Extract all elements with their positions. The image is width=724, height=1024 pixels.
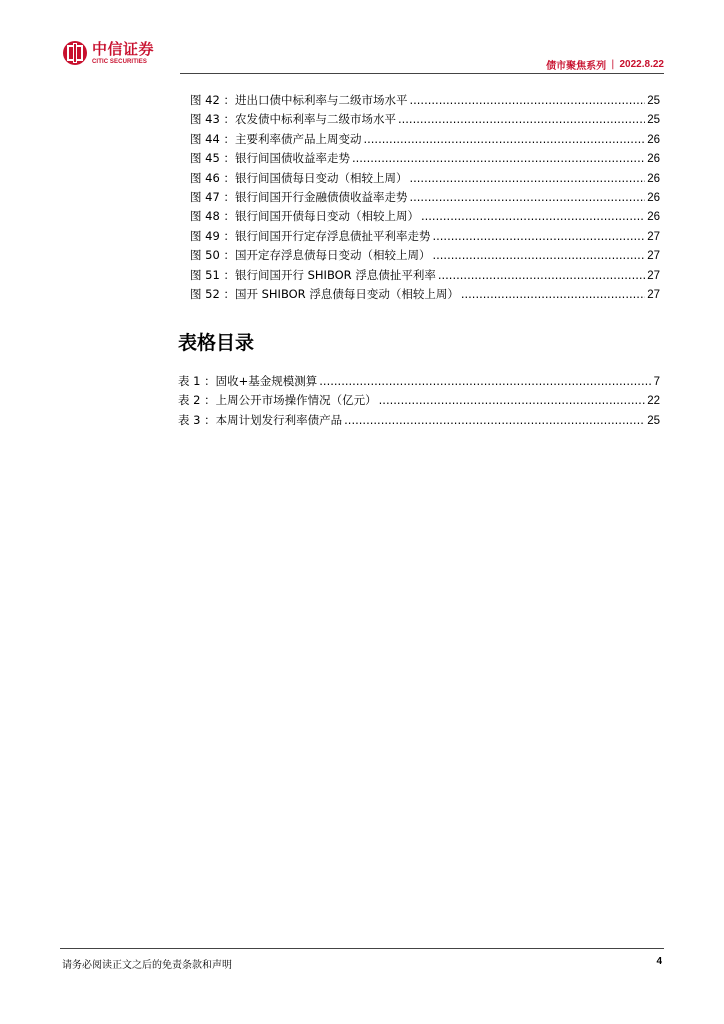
table-entry-page: 7 bbox=[653, 376, 660, 388]
figure-entry-label: 图 50 ：国开定存浮息债每日变动（相较上周） bbox=[190, 248, 431, 263]
leader-dots bbox=[398, 112, 645, 126]
figure-entry-page: 27 bbox=[647, 269, 660, 282]
leader-dots bbox=[409, 171, 645, 185]
figure-entry-page: 26 bbox=[647, 133, 660, 146]
footer-divider bbox=[60, 948, 664, 949]
figure-entry-page: 26 bbox=[647, 172, 660, 185]
leader-dots bbox=[432, 248, 645, 262]
figure-entry-label: 图 49 ：银行间国开行定存浮息债扯平利率走势 bbox=[190, 228, 431, 243]
figure-entry-page: 26 bbox=[647, 191, 660, 204]
table-entry-page: 25 bbox=[647, 414, 660, 427]
figure-entry[interactable] bbox=[190, 131, 660, 150]
citic-logo-icon bbox=[62, 40, 88, 66]
figure-entry-page: 27 bbox=[647, 230, 660, 243]
leader-dots bbox=[363, 132, 645, 146]
figure-entry[interactable] bbox=[190, 111, 660, 130]
figure-entry-page: 26 bbox=[647, 211, 660, 224]
figure-entry-page: 25 bbox=[647, 114, 660, 127]
leader-dots bbox=[461, 287, 645, 301]
leader-dots bbox=[379, 393, 646, 407]
figure-entry[interactable] bbox=[190, 92, 660, 111]
leader-dots bbox=[409, 190, 645, 204]
figure-entry-label: 图 51 ：银行间国开行 SHIBOR 浮息债扯平利率 bbox=[190, 267, 436, 282]
figure-entry-page: 27 bbox=[647, 250, 660, 263]
figure-entry[interactable] bbox=[190, 189, 660, 208]
header-separator: | bbox=[611, 59, 615, 70]
figure-entry-label: 图 42 ：进出口债中标利率与二级市场水平 bbox=[190, 93, 408, 107]
tables-section-title: 表格目录 bbox=[178, 332, 255, 354]
leader-dots bbox=[409, 93, 645, 107]
figure-entry[interactable] bbox=[190, 286, 660, 305]
leader-dots bbox=[421, 209, 645, 223]
figure-entry-label: 图 43 ：农发债中标利率与二级市场水平 bbox=[190, 112, 396, 127]
figure-entry[interactable] bbox=[190, 208, 660, 227]
figure-entry-page: 25 bbox=[647, 95, 660, 107]
figure-list bbox=[190, 92, 660, 305]
figure-entry-label: 图 47 ：银行间国开行金融债债收益率走势 bbox=[190, 189, 408, 204]
figure-entry[interactable] bbox=[190, 247, 660, 266]
logo-chinese-name: 中信证券 bbox=[92, 39, 155, 58]
figure-entry-label: 图 44 ：主要利率债产品上周变动 bbox=[190, 131, 362, 146]
table-entry[interactable] bbox=[178, 373, 660, 392]
company-logo bbox=[62, 40, 154, 66]
leader-dots bbox=[352, 151, 645, 165]
figure-entry-label: 图 45 ：银行间国债收益率走势 bbox=[190, 151, 350, 166]
table-entry-page: 22 bbox=[647, 395, 660, 408]
header-info bbox=[546, 57, 664, 72]
table-entry[interactable] bbox=[178, 392, 660, 411]
header-divider bbox=[180, 73, 664, 74]
logo-english-name: CITIC SECURITIES bbox=[92, 58, 147, 65]
table-list bbox=[178, 373, 660, 431]
report-series: 债市聚焦系列 bbox=[546, 61, 607, 72]
figure-entry-label: 图 46 ：银行间国债每日变动（相较上周） bbox=[190, 170, 408, 185]
figure-entry-label: 图 52 ：国开 SHIBOR 浮息债每日变动（相较上周） bbox=[190, 286, 459, 301]
table-entry[interactable] bbox=[178, 412, 660, 431]
leader-dots bbox=[344, 413, 645, 427]
figure-entry[interactable] bbox=[190, 150, 660, 169]
figure-entry[interactable] bbox=[190, 228, 660, 247]
table-entry-label: 表 1 ：固收+基金规模测算 bbox=[178, 374, 318, 388]
leader-dots bbox=[438, 268, 645, 282]
footer-disclaimer[interactable]: 请务必阅读正文之后的免责条款和声明 bbox=[62, 960, 232, 971]
report-date: 2022.8.22 bbox=[619, 59, 664, 70]
figure-entry-page: 27 bbox=[647, 288, 660, 301]
figure-entry-label: 图 48 ：银行间国开债每日变动（相较上周） bbox=[190, 209, 419, 224]
page-number: 4 bbox=[656, 956, 662, 967]
figure-entry-page: 26 bbox=[647, 153, 660, 166]
table-entry-label: 表 2 ：上周公开市场操作情况（亿元） bbox=[178, 393, 377, 408]
leader-dots bbox=[432, 229, 645, 243]
figure-entry[interactable] bbox=[190, 267, 660, 286]
table-entry-label: 表 3 ：本周计划发行利率债产品 bbox=[178, 412, 343, 427]
leader-dots bbox=[319, 374, 651, 388]
figure-entry[interactable] bbox=[190, 170, 660, 189]
